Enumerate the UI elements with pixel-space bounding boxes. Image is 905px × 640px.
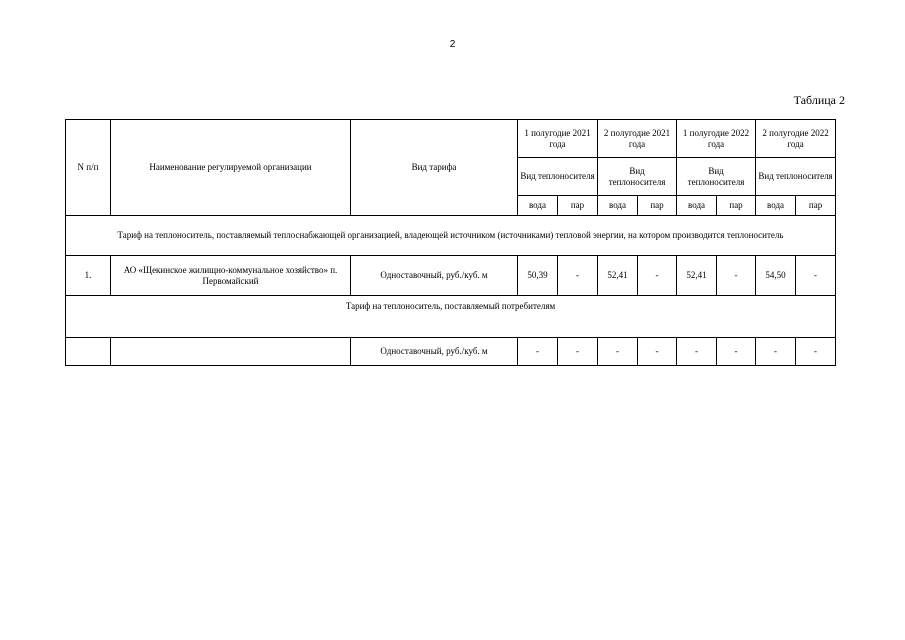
- value-cell: -: [518, 338, 558, 366]
- header-carrier: Вид теплоносителя: [756, 158, 836, 196]
- header-period-1: 1 полугодие 2021 года: [518, 120, 598, 158]
- row-num: [66, 338, 111, 366]
- value-cell: 52,41: [598, 256, 638, 296]
- header-steam: пар: [796, 196, 836, 216]
- header-tariff-type: Вид тарифа: [351, 120, 518, 216]
- value-cell: -: [756, 338, 796, 366]
- value-cell: 50,39: [518, 256, 558, 296]
- header-period-4: 2 полугодие 2022 года: [756, 120, 836, 158]
- value-cell: -: [717, 338, 756, 366]
- org-name: АО «Щекинское жилищно-коммунальное хозяйство» п. Первомайский: [111, 256, 351, 296]
- header-water: вода: [756, 196, 796, 216]
- row-num: 1.: [66, 256, 111, 296]
- value-cell: -: [796, 256, 836, 296]
- header-water: вода: [598, 196, 638, 216]
- header-carrier: Вид теплоносителя: [598, 158, 677, 196]
- value-cell: 52,41: [677, 256, 717, 296]
- header-period-3: 1 полугодие 2022 года: [677, 120, 756, 158]
- header-steam: пар: [717, 196, 756, 216]
- value-cell: -: [638, 256, 677, 296]
- value-cell: -: [796, 338, 836, 366]
- value-cell: -: [558, 256, 598, 296]
- value-cell: -: [717, 256, 756, 296]
- header-period-2: 2 полугодие 2021 года: [598, 120, 677, 158]
- header-water: вода: [518, 196, 558, 216]
- header-org: Наименование регулируемой организации: [111, 120, 351, 216]
- header-steam: пар: [638, 196, 677, 216]
- table-caption: Таблица 2: [793, 93, 845, 107]
- header-num: N п/п: [66, 120, 111, 216]
- header-water: вода: [677, 196, 717, 216]
- header-carrier: Вид теплоносителя: [518, 158, 598, 196]
- value-cell: -: [598, 338, 638, 366]
- value-cell: -: [677, 338, 717, 366]
- header-carrier: Вид теплоносителя: [677, 158, 756, 196]
- tariff-type: Одноставочный, руб./куб. м: [351, 256, 518, 296]
- section-title: Тариф на теплоноситель, поставляемый теплоснабжающей организацией, владеющей источником (источниками) тепловой энергии, на котором производится теплоноситель: [66, 216, 836, 256]
- section-title: Тариф на теплоноситель, поставляемый потребителям: [66, 296, 836, 338]
- page-number: 2: [449, 39, 456, 50]
- value-cell: -: [558, 338, 598, 366]
- org-name: [111, 338, 351, 366]
- value-cell: -: [638, 338, 677, 366]
- tariff-table: [65, 119, 836, 366]
- header-steam: пар: [558, 196, 598, 216]
- value-cell: 54,50: [756, 256, 796, 296]
- tariff-type: Одноставочный, руб./куб. м: [351, 338, 518, 366]
